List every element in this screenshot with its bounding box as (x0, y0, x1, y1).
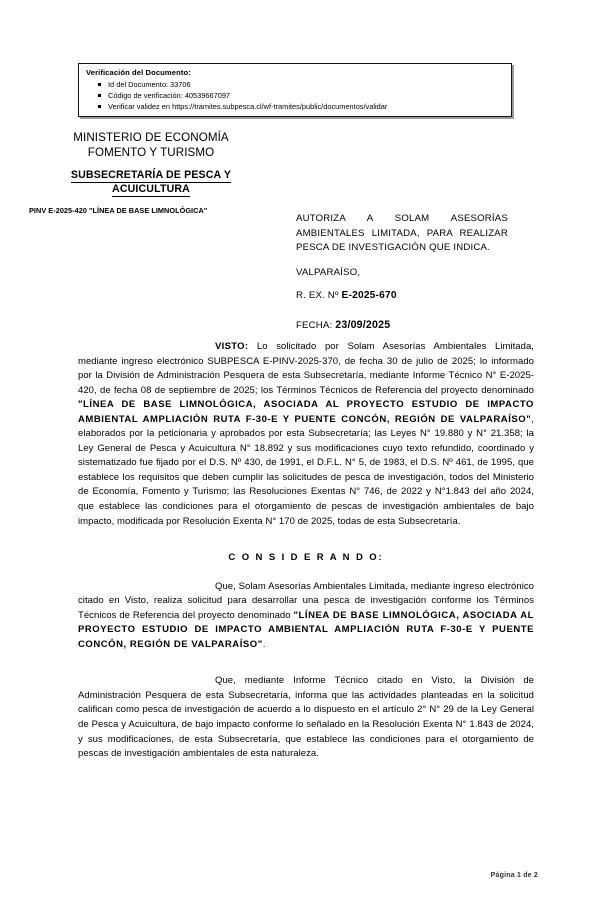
considerando-paragraph-1 (78, 580, 534, 653)
document-body (78, 340, 534, 762)
spacer (78, 566, 534, 580)
ministry-line-2: FOMENTO Y TURISMO (87, 145, 215, 159)
visto-label: VISTO: (215, 341, 249, 352)
visto-project-name: "LÍNEA DE BASE LIMNOLÓGICA, ASOCIADA AL PROYECTO ESTUDIO DE IMPACTO AMBIENTAL AMPLIACIÓN RUTA F-30-E Y PUENTE CONCÓN, REGIÓN DE VALPARAÍSO" (78, 399, 534, 425)
resolution-subject: AUTORIZA A SOLAM ASESORÍAS AMBIENTALES LIMITADA, PARA REALIZAR PESCA DE INVESTIGACIÓN QUE INDICA. (296, 213, 508, 254)
spacer (78, 652, 534, 674)
verification-item-url: Verificar validez en https://tramites.subpesca.cl/wf-tramites/public/documentos/validar (108, 101, 511, 112)
fecha-label: FECHA: (296, 319, 333, 331)
considerando-p1-project-name: "LÍNEA DE BASE LIMNOLÓGICA, ASOCIADA AL PROYECTO ESTUDIO DE IMPACTO AMBIENTAL AMPLIACIÓN RUTA F-30-E Y PUENTE CONCÓN, REGIÓN DE VALPARAÍSO" (78, 609, 534, 650)
considerando-p1-text-1: Que, Solam Asesorías Ambientales Limitada, mediante ingreso electrónico citado en Visto, realiza solicitud para desarrollar una pesca de investigación conforme los Términos Técnicos de Referencia del proyecto denominado (78, 580, 534, 621)
page-indicator: Página 1 de 2 (490, 872, 538, 879)
project-reference-code: PINV E-2025-420 "LÍNEA DE BASE LIMNOLÓGICA" (29, 206, 208, 215)
verification-box (78, 63, 512, 117)
rex-number: E-2025-670 (341, 290, 397, 302)
subsecretaria-line-2: ACUICULTURA (112, 183, 190, 195)
considerando-paragraph-2: Que, mediante Informe Técnico citado en Visto, la División de Administración Pesquera de esta Subsecretaría, informa que las actividades planteadas en la solicitud califican como pesca de investigación de acuerdo a lo dispuesto en el artículo 2° N° 29 de la Ley General de Pesca y Acuicultura, de bajo impacto conforme lo señalado en la Resolución Exenta N° 1.843 de 2024, y sus modificaciones, de esta Subsecretaría, que establece las condiciones para el otorgamiento de pescas de investigación ambientales de esta naturaleza. (78, 675, 534, 760)
rex-label: R. EX. Nº (296, 290, 339, 302)
considerando-heading: C O N S I D E R A N D O: (228, 552, 384, 564)
considerando-p1-text-2: . (262, 638, 266, 650)
verification-item-document-id: Id del Documento: 33706 (108, 79, 511, 90)
verification-title: Verificación del Documento: (86, 68, 191, 77)
spacer (78, 529, 534, 551)
ministry-line-1: MINISTERIO DE ECONOMÍA (73, 131, 229, 144)
verification-list (86, 79, 511, 112)
subsecretaria-line-1: SUBSECRETARÍA DE PESCA Y (70, 169, 232, 181)
fecha-value: 23/09/2025 (335, 318, 391, 331)
visto-text-1: Lo solicitado por Solam Asesorías Ambientales Limitada, mediante ingreso electrónico SUBPESCA E-PINV-2025-370, de fecha 30 de julio de 2025; lo informado por la División de Administración Pesquera de esta Subsecretaría, mediante Informe Técnico N° E-2025-420, de fecha 08 de septiembre de 2025; los Términos Técnicos de Referencia del proyecto denominado (78, 341, 534, 396)
resolution-date-line (296, 318, 508, 334)
subsecretaria-heading (26, 169, 276, 197)
page-footer (0, 872, 600, 879)
resolution-city: VALPARAÍSO, (296, 266, 361, 278)
visto-paragraph (78, 340, 534, 529)
resolution-number-line (296, 289, 508, 304)
institutional-header (26, 131, 276, 215)
resolution-header-column (296, 212, 508, 334)
verification-item-code: Código de verificación: 40539667097 (108, 90, 511, 101)
visto-text-2: , elaborados por la peticionaria y aprobados por esta Subsecretaría; las Leyes N° 19.880 y N° 21.358; la Ley General de Pesca y Acuicultura N° 18.892 y sus modificaciones cuyo texto refundido, coordinado y sistematizado fue fijado por el D.S. Nº 430, de 1991, el D.F.L. N° 5, de 1983, el D.S. Nº 461, de 1995, que establece los requisitos que deben cumplir las solicitudes de pesca de investigación, todos del Ministerio de Economía, Fomento y Turismo; las Resoluciones Exentas N° 746, de 2022 y N°1.843 del año 2024, que establece las condiciones para el otorgamiento de pescas de investigación ambientales de bajo impacto, modificada por Resolución Exenta N° 170 de 2025, todas de esta Subsecretaría. (78, 413, 534, 527)
